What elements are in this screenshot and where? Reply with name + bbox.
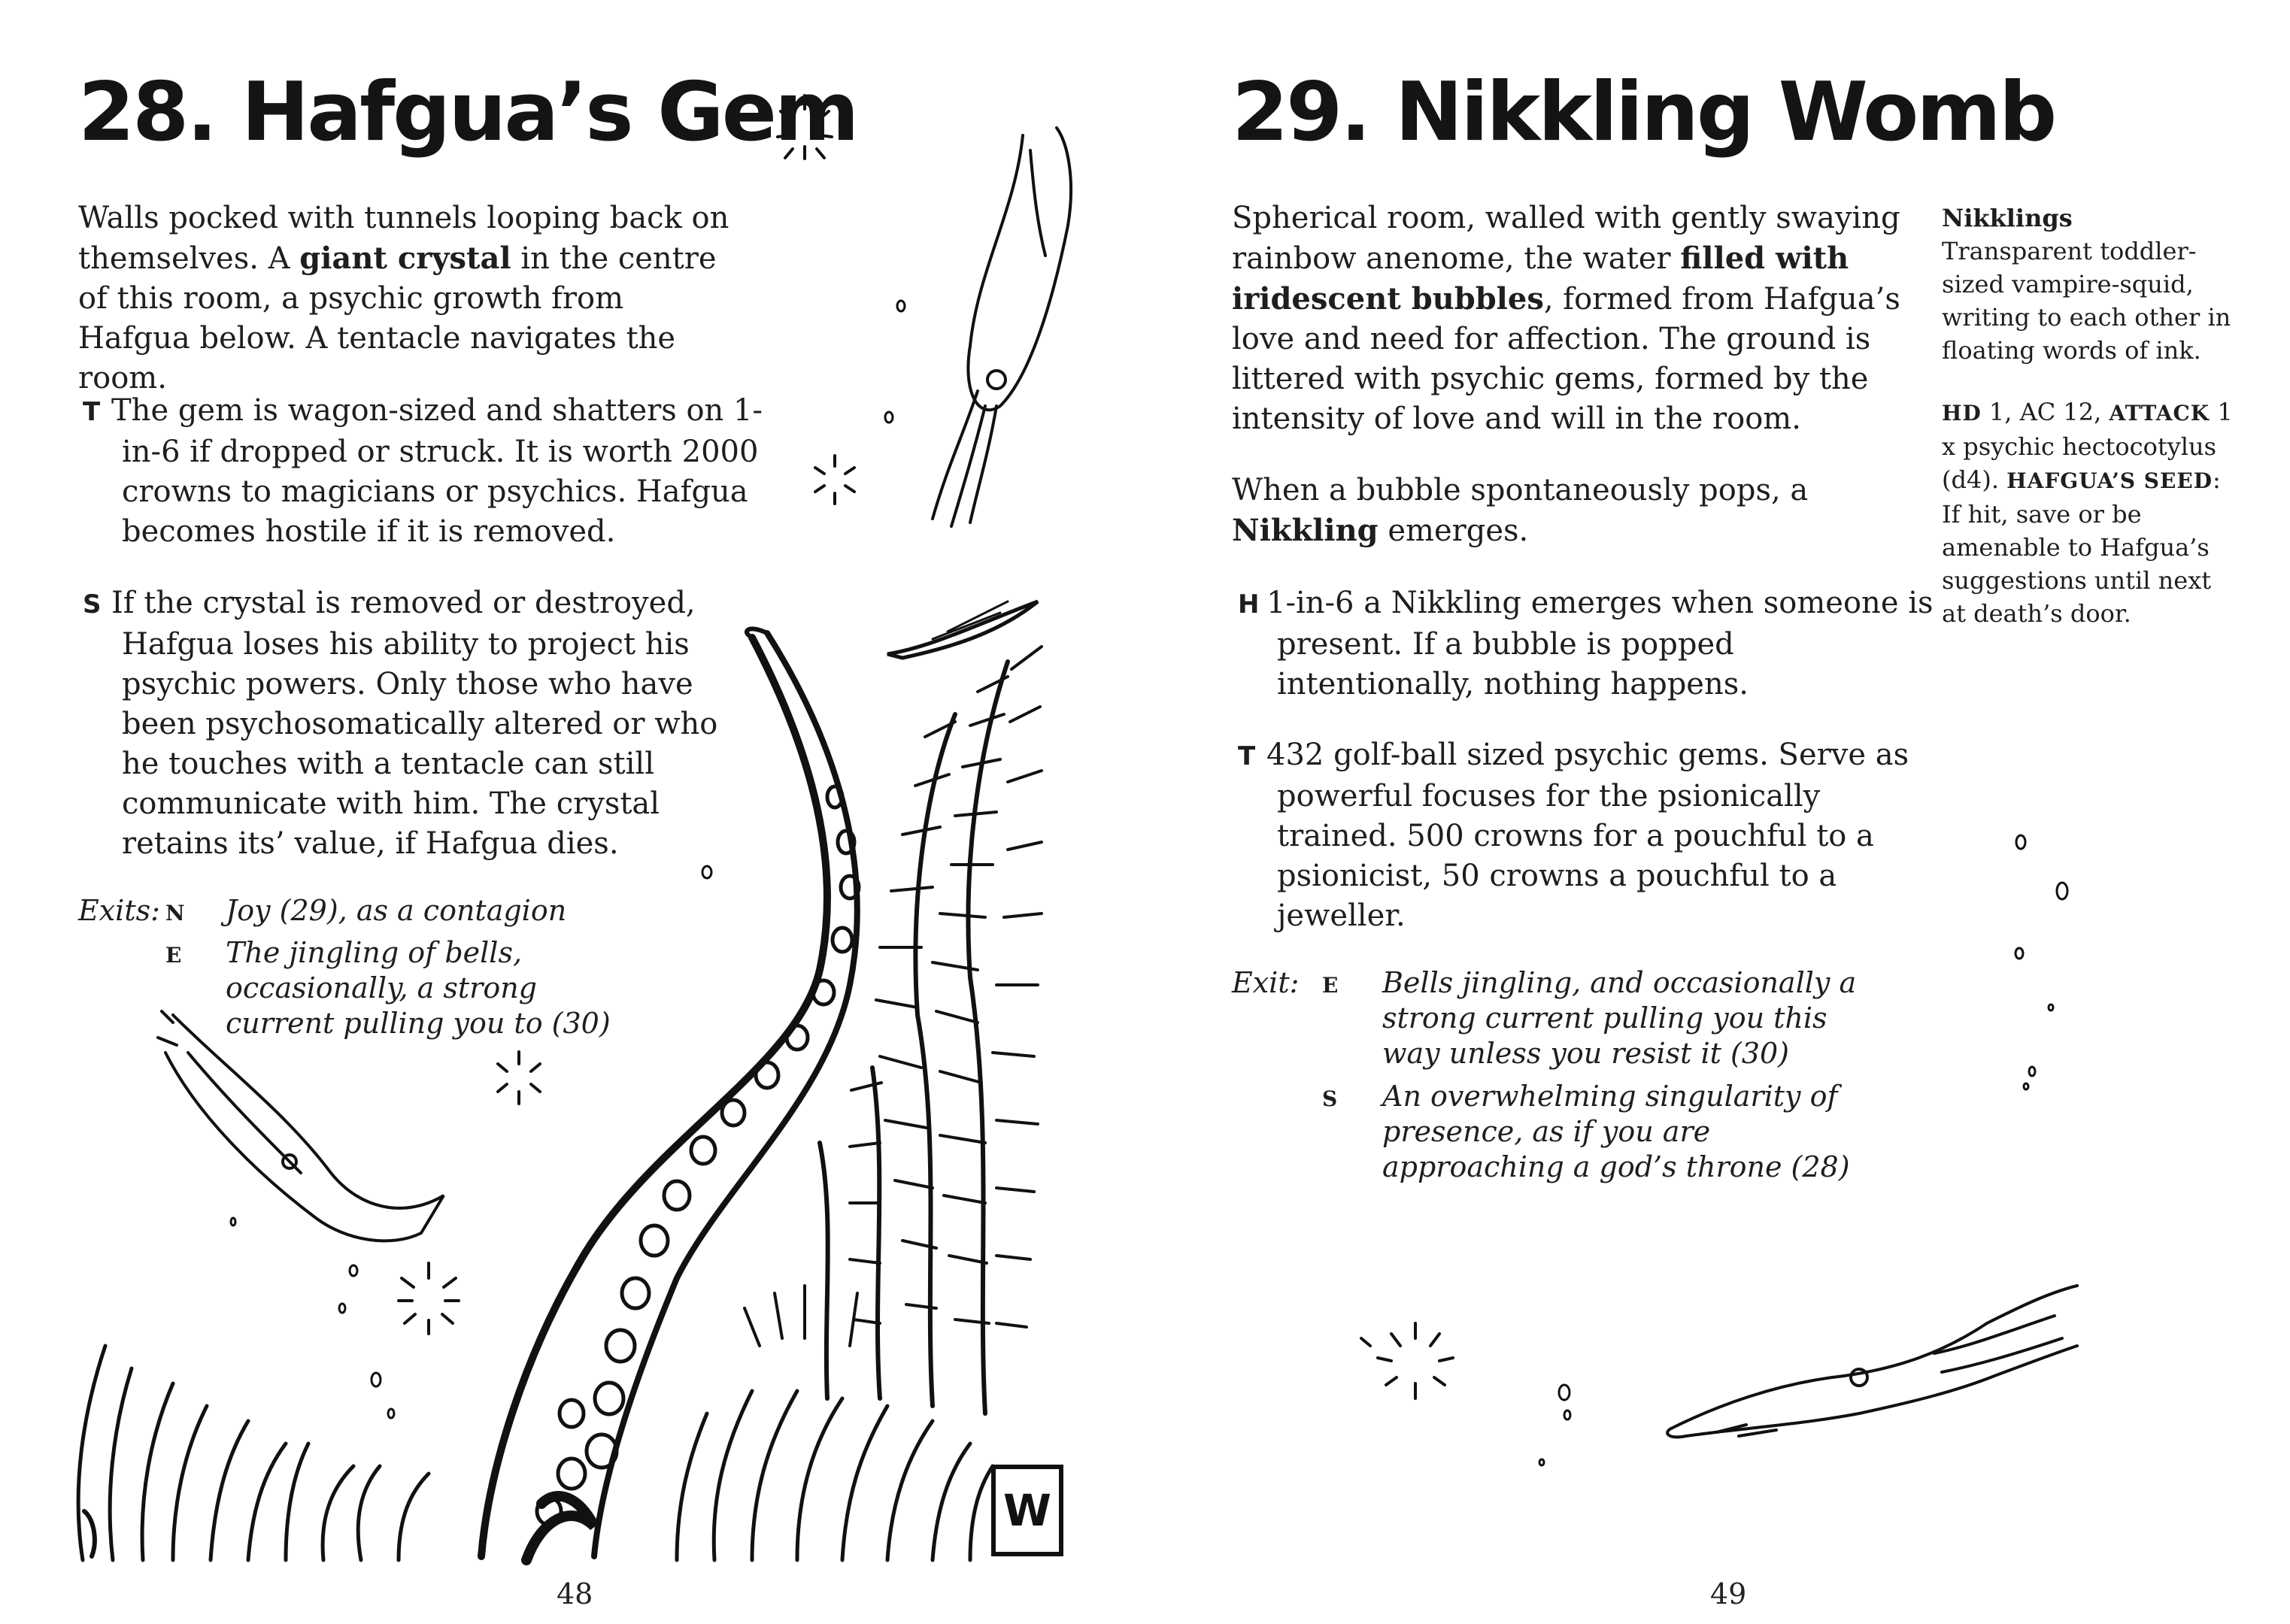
- treasure-entry: T 432 golf-ball sized psychic gems. Serve as powerful focuses for the psionically trained. 500 crowns for a pouchful to a psionicist, 50 crowns a pouchful to a jeweller.: [1238, 738, 1909, 933]
- exit-direction: S: [1322, 1086, 1338, 1111]
- exit-description: The jingling of bells, occasionally, a strong current pulling you to (30): [226, 936, 611, 1040]
- hazard-marker: H: [1238, 589, 1260, 620]
- exit-direction: E: [1322, 973, 1339, 998]
- monster-description: Transparent toddler-sized vampire-squid, writing to each other in floating words of ink.: [1942, 237, 2231, 365]
- secret-entry: S If the crystal is removed or destroyed, Hafgua loses his ability to project his psychic powers. Only those who have been psychosomatically altered or who he touches with a tentacle can still communicate with him. The crystal retains its’ value, if Hafgua dies.: [83, 586, 718, 861]
- room-description: Spherical room, walled with gently swaying rainbow anenome, the water filled with iridescent bubbles, formed from Hafgua’s love and need for affection. The ground is littered with psychic gems, formed by the intensity of love and will in the room.: [1232, 201, 1900, 436]
- monster-name: Nikklings: [1942, 204, 2073, 232]
- monster-stats: HD 1, AC 12, ATTACK 1 x psychic hectocotylus (d4). HAFGUA’S SEED: If hit, save or be amenable to Hafgua’s suggestions until next at death’s door.: [1942, 398, 2233, 628]
- exit-description: An overwhelming singularity of presence, as if you are approaching a god’s throne (28): [1382, 1080, 1850, 1183]
- page-number: 48: [557, 1577, 593, 1610]
- room-description: Walls pocked with tunnels looping back on themselves. A giant crystal in the centre of this room, a psychic growth from Hafgua below. A tentacle navigates the room.: [78, 201, 729, 395]
- exits-list: [1232, 965, 1909, 1185]
- artist-signature: W: [991, 1465, 1063, 1556]
- monster-sidebar: [1942, 201, 2243, 659]
- emphasis-text: Nikkling: [1232, 513, 1379, 548]
- room-title: 28. Hafgua’s Gem: [78, 65, 857, 159]
- emphasis-text: giant crystal: [299, 241, 511, 276]
- exit-row-east: [78, 935, 725, 1041]
- exit-row-south: [1232, 1079, 1909, 1185]
- exit-row-east: [1232, 965, 1909, 1071]
- right-page: [1145, 0, 2290, 1624]
- secret-marker: S: [83, 589, 102, 620]
- emphasis-text: filled with iridescent bubbles: [1232, 241, 1849, 317]
- exit-row-north: [78, 893, 725, 932]
- room-title: 29. Nikkling Womb: [1232, 65, 2055, 159]
- exit-direction: E: [165, 943, 182, 968]
- exits-list: [78, 893, 725, 1041]
- page-number: 49: [1710, 1577, 1747, 1610]
- bubble-paragraph: When a bubble spontaneously pops, a Nikkling emerges.: [1232, 473, 1809, 548]
- treasure-marker: T: [83, 397, 101, 427]
- exits-label: Exit:: [1232, 966, 1300, 999]
- exit-direction: N: [165, 901, 185, 926]
- hazard-entry: H 1-in-6 a Nikkling emerges when someone is present. If a bubble is popped intentionally, nothing happens.: [1238, 586, 1934, 701]
- treasure-entry: T The gem is wagon-sized and shatters on 1-in-6 if dropped or struck. It is worth 2000 crowns to magicians or psychics. Hafgua becomes hostile if it is removed.: [83, 393, 763, 549]
- exit-description: Bells jingling, and occasionally a strong current pulling you this way unless you resist it (30): [1382, 966, 1857, 1070]
- exit-description: Joy (29), as a contagion: [226, 894, 567, 927]
- exits-label: Exits:: [78, 894, 160, 927]
- treasure-marker: T: [1238, 741, 1256, 771]
